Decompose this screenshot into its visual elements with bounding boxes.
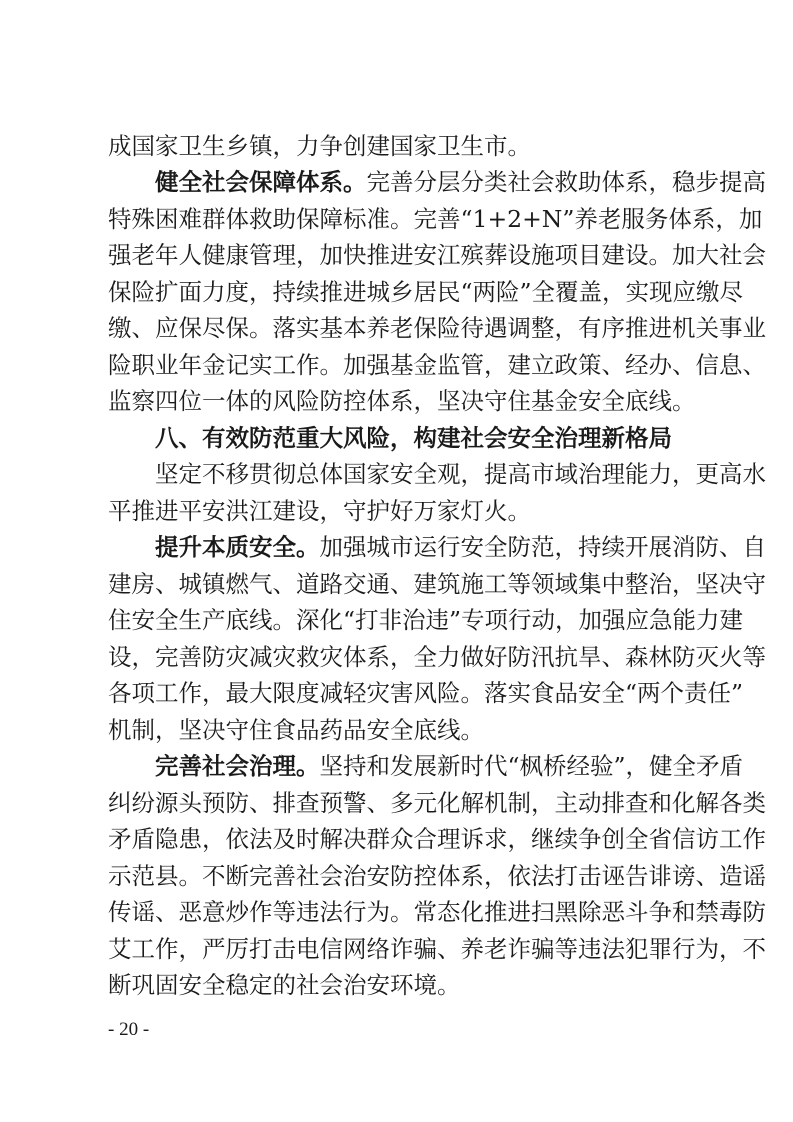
paragraph-line (108, 751, 744, 781)
paragraph-line (108, 788, 766, 818)
paragraph-line (108, 386, 696, 416)
text-line: 特殊困难群体救助保障标准。完善“1+2+N”养老服务体系，加 (108, 205, 763, 233)
paragraph-line (108, 934, 766, 964)
paragraph-line (108, 824, 766, 854)
text-line: 住安全生产底线。深化“打非治违”专项行动，加强应急能力建 (108, 606, 744, 634)
text-line: 机制，坚决守住食品药品安全底线。 (108, 716, 484, 744)
text-line: 断巩固安全稳定的社会治安环境。 (108, 971, 461, 999)
text-line: 监察四位一体的风险防控体系，坚决守住基金安全底线。 (108, 387, 696, 415)
paragraph-line (108, 569, 766, 599)
paragraph-line (108, 532, 766, 562)
paragraph-line (108, 313, 766, 343)
paragraph-line (108, 678, 744, 708)
paragraph-lead-heading: 提升本质安全。 (155, 533, 320, 561)
page-number: - 20 - (108, 1019, 150, 1040)
text-line: 各项工作，最大限度减轻灾害风险。落实食品安全“两个责任” (108, 679, 744, 707)
paragraph-lead-heading: 完善社会治理。 (155, 752, 320, 780)
text-line: 纠纷源头预防、排查预警、多元化解机制，主动排查和化解各类 (108, 789, 766, 817)
text-line: 完善分层分类社会救助体系，稳步提高 (366, 168, 766, 196)
text-line: 设，完善防灾减灾救灾体系，全力做好防汛抗旱、森林防灭火等 (108, 643, 766, 671)
text-line: 加强城市运行安全防范，持续开展消防、自 (319, 533, 766, 561)
paragraph-line (108, 167, 766, 197)
paragraph-line (108, 642, 766, 672)
text-line: 传谣、恶意炒作等违法行为。常态化推进扫黑除恶斗争和禁毒防 (108, 898, 766, 926)
paragraph-line (108, 131, 692, 161)
text-line: 坚定不移贯彻总体国家安全观，提高市域治理能力，更高水 (155, 460, 766, 488)
text-line: 强老年人健康管理，加快推进安江殡葬设施项目建设。加大社会 (108, 241, 766, 269)
text-line: 缴、应保尽保。落实基本养老保险待遇调整，有序推进机关事业 (108, 314, 766, 342)
paragraph-line (108, 970, 692, 1000)
text-line: 示范县。不断完善社会治安防控体系，依法打击诬告诽谤、造谣 (108, 862, 766, 890)
text-line: 矛盾隐患，依法及时解决群众合理诉求，继续争创全省信访工作 (108, 825, 766, 853)
text-line: 成国家卫生乡镇，力争创建国家卫生市。 (108, 132, 531, 160)
text-line: 艾工作，严厉打击电信网络诈骗、养老诈骗等违法犯罪行为，不 (108, 935, 766, 963)
paragraph-line (108, 240, 766, 270)
paragraph-line (108, 861, 766, 891)
paragraph-line (108, 459, 766, 489)
paragraph-line (108, 277, 744, 307)
paragraph-line (108, 605, 744, 635)
paragraph-line (108, 715, 692, 745)
text-line: 建房、城镇燃气、道路交通、建筑施工等领域集中整治，坚决守 (108, 570, 766, 598)
text-line: 坚持和发展新时代“枫桥经验”，健全矛盾 (319, 752, 744, 780)
text-line: 平推进平安洪江建设，守护好万家灯火。 (108, 497, 531, 525)
text-line: 保险扩面力度，持续推进城乡居民“两险”全覆盖，实现应缴尽 (108, 278, 744, 306)
paragraph-line (108, 897, 766, 927)
paragraph-line (108, 496, 692, 526)
paragraph-line (108, 204, 763, 234)
paragraph-lead-heading: 健全社会保障体系。 (155, 168, 367, 196)
text-line: 险职业年金记实工作。加强基金监管，建立政策、经办、信息、 (108, 351, 766, 379)
section-heading: 八、有效防范重大风险，构建社会安全治理新格局 (155, 424, 672, 452)
paragraph-line (108, 350, 766, 380)
